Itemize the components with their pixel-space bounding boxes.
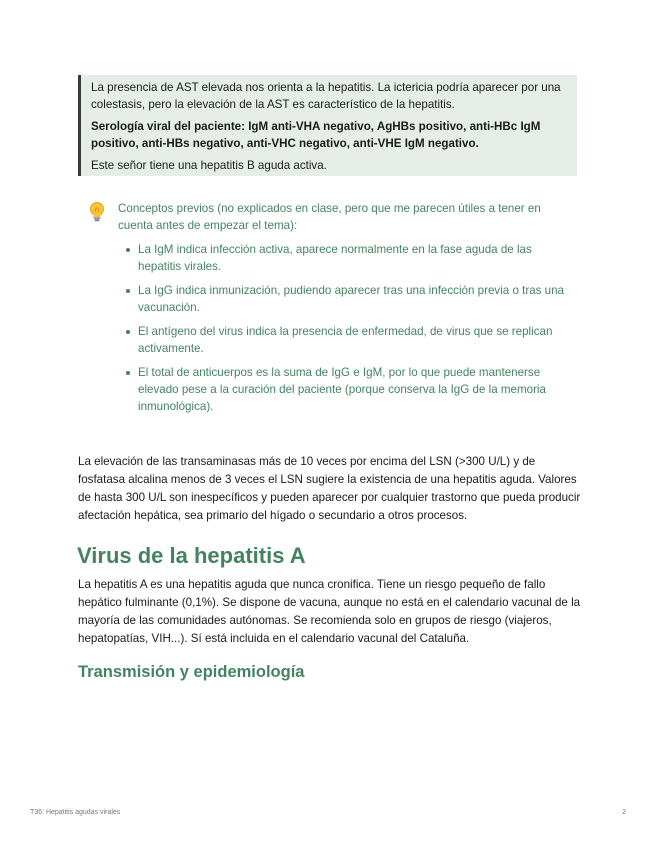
concepts-list (88, 241, 578, 415)
page-number: 2 (622, 809, 626, 816)
paragraph-transaminases: La elevación de las transaminasas más de 10 veces por encima del LSN (>300 U/L) y de fosfatasa alcalina menos de 3 veces el LSN sugiere la existencia de una hepatitis aguda. Valores de hasta 300 U/L son inespecíficos y pueden aparecer por cualquier trastorno que pueda producir afectación hepática, sea primario del hígado o secundario a otros procesos. (78, 455, 581, 522)
bullet-dot (126, 371, 130, 375)
list-item (138, 282, 578, 316)
quote-paragraph-diagnosis: Este señor tiene una hepatitis B aguda activa. (91, 159, 327, 172)
list-item (138, 364, 578, 415)
heading-hepatitis-a: Virus de la hepatitis A (77, 543, 306, 568)
list-item (138, 241, 578, 275)
quote-paragraph-ast: La presencia de AST elevada nos orienta a la hepatitis. La ictericia podría aparecer por una colestasis, pero la elevación de la AST es característico de la hepatitis. (91, 81, 561, 111)
bullet-dot (126, 330, 130, 334)
bullet-dot (126, 248, 130, 252)
footer-title: T36: Hepatitis agudas virales (30, 809, 121, 816)
list-item-text: El antígeno del virus indica la presencia de enfermedad, de virus que se replican activamente. (138, 325, 553, 355)
list-item-text: La IgM indica infección activa, aparece normalmente en la fase aguda de las hepatitis virales. (138, 243, 532, 273)
list-item-text: El total de anticuerpos es la suma de IgG e IgM, por lo que puede mantenerse elevado pese a la curación del paciente (porque conserva la IgG de la memoria inmunológica). (138, 366, 546, 413)
paragraph-hepatitis-a: La hepatitis A es una hepatitis aguda que nunca cronifica. Tiene un riesgo pequeño de fallo hepático fulminante (0,1%). Se dispone de vacuna, aunque no está en el calendario vacunal de la mayoría de las comunidades autónomas. Se recomienda solo en grupos de riesgo (viajeros, hepatopatías, VIH...). Sí está incluida en el calendario vacunal del Cataluña. (78, 578, 581, 645)
callout-intro-text: Conceptos previos (no explicados en clase, pero que me parecen útiles a tener en cuenta antes de empezar el tema): (118, 202, 541, 232)
heading-transmission: Transmisión y epidemiología (78, 663, 305, 681)
list-item-text: La IgG indica inmunización, pudiendo aparecer tras una infección previa o tras una vacunación. (138, 284, 565, 314)
lightbulb-icon (88, 200, 108, 226)
bullet-dot (126, 289, 130, 293)
case-quote-block (78, 75, 577, 176)
list-item (138, 323, 578, 357)
quote-paragraph-serology: Serología viral del paciente: IgM anti-VHA negativo, AgHBs positivo, anti-HBc IgM positivo, anti-HBs negativo, anti-VHC negativo, anti-VHE IgM negativo. (91, 120, 541, 150)
callout-previous-concepts (88, 200, 578, 422)
